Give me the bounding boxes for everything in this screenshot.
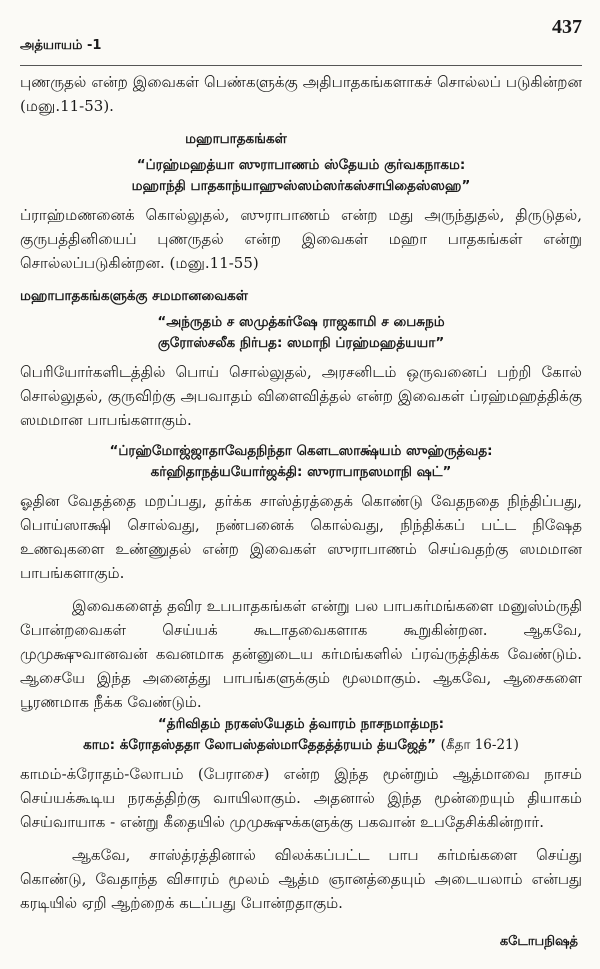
chapter-label: அத்யாயம் -1 bbox=[20, 38, 102, 53]
verse-3-line-1: “ப்ரஹ்மோஜ்ஜாதாவேதநிந்தா கௌடஸாக்ஷ்யம் ஸுஹ்ருத்வத: bbox=[109, 443, 493, 459]
verse-4-line-2 bbox=[20, 735, 582, 756]
verse-4-line-2-text: காம: க்ரோதஸ்ததா லோபஸ்தஸ்மாதேதத்த்ரயம் த்யஜேத்” bbox=[83, 737, 436, 753]
page-number: 437 bbox=[552, 16, 582, 38]
paragraph-7: ஆகவே, சாஸ்த்ரத்தினால் விலக்கப்பட்ட பாப கர்மங்களை செய்து கொண்டு, வேதாந்த விசாரம் மூலம் ஆத்ம ஞானத்தையும் அடையலாம் என்பது கரடியில் ஏறி ஆற்றைக் கடப்பது போன்றதாகும். bbox=[20, 846, 582, 912]
verse-1-line-2: மஹாந்தி பாதகாந்யாஹுஸ்ஸம்ஸர்கஸ்சாபிதைஸ்ஸஹ” bbox=[131, 178, 471, 194]
paragraph-3: பெரியோர்களிடத்தில் பொய் சொல்லுதல், அரசனிடம் ஒருவனைப் பற்றி கோல் சொல்லுதல், குருவிற்கு அபவாதம் விளைவித்தல் என்ற இவைகள் ப்ரஹ்மஹத்திக்கு ஸமமான பாபங்களாகும். bbox=[20, 363, 582, 429]
verse-4-line-1: “த்ரிவிதம் நரகஸ்யேதம் த்வாரம் நாசநமாத்மந: bbox=[157, 716, 445, 732]
header-rule bbox=[20, 65, 582, 66]
verse-2-line-2: குரோஸ்சலீக நிர்பத: ஸமாநி ப்ரஹ்மஹத்யயா” bbox=[157, 335, 445, 351]
verse-4 bbox=[20, 714, 582, 756]
paragraph-4: ஓதின வேதத்தை மறப்பது, தர்க்க சாஸ்த்ரத்தைக் கொண்டு வேதநதை நிந்திப்பது, பொய்ஸாக்ஷி சொல்வது, நண்பனைக் கொல்வது, நிந்திக்கப் பட்ட நிஷேத உணவுகளை உண்ணுதல் என்ற இவைகள் ஸுராபாணம் செய்வதற்கு ஸமமான பாபங்களாகும். bbox=[20, 492, 582, 582]
book-title-footer: கடோபநிஷத் bbox=[499, 934, 578, 949]
heading-equivalents: மஹாபாதகங்களுக்கு சமமானவைகள் bbox=[20, 288, 248, 304]
verse-3 bbox=[20, 441, 582, 483]
paragraph-1: புணருதல் என்ற இவைகள் பெண்களுக்கு அதிபாதகங்களாகச் சொல்லப் படுகின்றன (மனு.11-53). bbox=[20, 73, 582, 115]
verse-1 bbox=[20, 155, 582, 197]
verse-2 bbox=[20, 312, 582, 354]
paragraph-5: இவைகளைத் தவிர உபபாதகங்கள் என்று பல பாபகர்மங்களை மனுஸ்ம்ருதி போன்றவைகள் செய்யக் கூடாதவைகளாக கூறுகின்றன. ஆகவே, முமுக்ஷுவானவன் கவனமாக தன்னுடைய கர்மங்களில் ப்ரவ்ருத்திக்க வேண்டும். ஆசையே இந்த அனைத்து பாபங்களுக்கும் மூலமாகும். ஆகவே, ஆசைகளை பூரணமாக நீக்க வேண்டும். bbox=[20, 597, 582, 711]
paragraph-2: ப்ராஹ்மணனைக் கொல்லுதல், ஸுராபாணம் என்ற மது அருந்துதல், திருடுதல், குருபத்தினியைப் புணருதல் என்ற இவைகள் மஹா பாதகங்கள் என்று சொல்லப்படுகின்றன. (மனு.11-55) bbox=[20, 206, 582, 272]
verse-2-line-1: “அந்ருதம் ச ஸமுத்கர்ஷே ராஜகாமி ச பைசுநம் bbox=[157, 314, 445, 330]
heading-mahapatakangal: மஹாபாதகங்கள் bbox=[185, 131, 287, 147]
verse-3-line-2: கர்ஹிதாநத்யயோர்ஜக்தி: ஸுராபாநஸமாநி ஷட்” bbox=[150, 464, 452, 480]
verse-4-reference: (கீதா 16-21) bbox=[440, 737, 519, 753]
page-header bbox=[20, 16, 582, 60]
page-body bbox=[20, 70, 582, 915]
verse-1-line-1: “ப்ரஹ்மஹத்யா ஸுராபாணம் ஸ்தேயம் குர்வகநாகம: bbox=[136, 157, 466, 173]
paragraph-6: காமம்-க்ரோதம்-லோபம் (பேராசை) என்ற இந்த மூன்றும் ஆத்மாவை நாசம் செய்யக்கூடிய நரகத்திற்கு வாயிலாகும். அதனால் இந்த மூன்றையும் தியாகம் செய்வாயாக - என்று கீதையில் முமுக்ஷுக்களுக்கு பகவான் உபதேசிக்கின்றார். bbox=[20, 765, 582, 831]
